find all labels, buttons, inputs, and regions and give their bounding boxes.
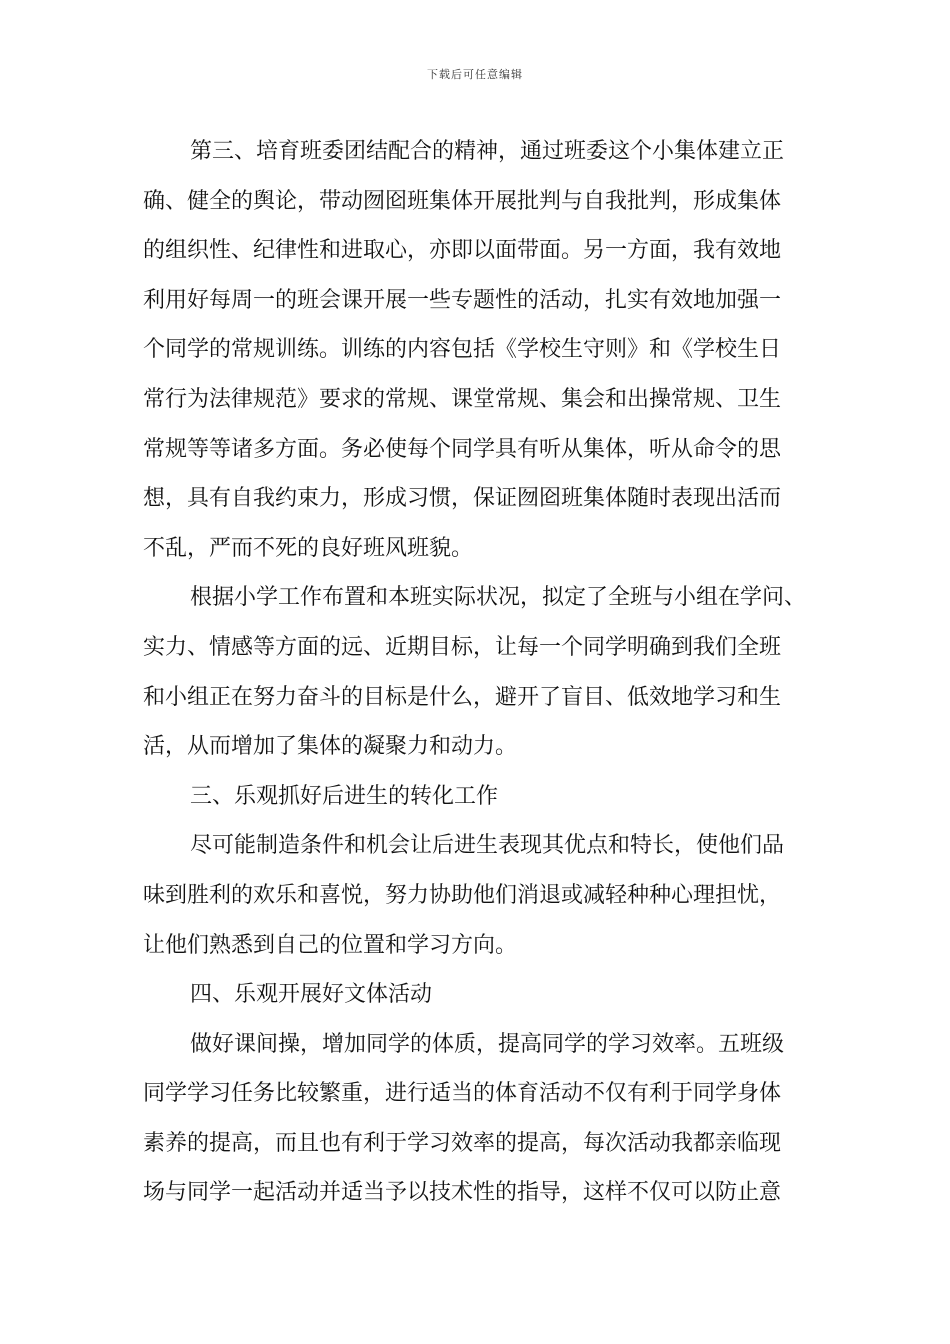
text-line: 利用好每周一的班会课开展一些专题性的活动，扎实有效地加强一	[143, 287, 782, 313]
text-line: 常规等等诸多方面。务必使每个同学具有听从集体，听从命令的思	[143, 436, 782, 462]
text-line: 和小组正在努力奋斗的目标是什么，避开了盲目、低效地学习和生	[143, 684, 782, 710]
text-line: 第三、培育班委团结配合的精神，通过班委这个小集体建立正	[190, 139, 785, 164]
text-line: 根据小学工作布置和本班实际状况，拟定了全班与小组在学问、	[190, 585, 807, 611]
text-line: 让他们熟悉到自己的位置和学习方向。	[143, 932, 518, 958]
text-line: 常行为法律规范》要求的常规、课堂常规、集会和出操常规、卫生	[143, 386, 782, 412]
section-heading: 四、乐观开展好文体活动	[190, 982, 433, 1008]
text-line: 的组织性、纪律性和进取心，亦即以面带面。另一方面，我有效地	[143, 238, 782, 264]
text-line: 同学学习任务比较繁重，进行适当的体育活动不仅有利于同学身体	[143, 1081, 782, 1107]
text-line: 不乱，严而不死的良好班风班貌。	[143, 535, 474, 561]
text-line: 想，具有自我约束力，形成习惯，保证囫囵班集体随时表现出活而	[143, 486, 782, 512]
page-header: 下载后可任意编辑	[427, 68, 523, 81]
text-line: 实力、情感等方面的远、近期目标，让每一个同学明确到我们全班	[143, 634, 782, 660]
section-heading: 三、乐观抓好后进生的转化工作	[190, 783, 499, 809]
text-line: 活，从而增加了集体的凝聚力和动力。	[143, 734, 518, 760]
text-line: 做好课间操，增加同学的体质，提高同学的学习效率。五班级	[190, 1031, 785, 1057]
text-line: 尽可能制造条件和机会让后进生表现其优点和特长，使他们品	[190, 833, 785, 859]
text-line: 素养的提高，而且也有利于学习效率的提高，每次活动我都亲临现	[143, 1130, 782, 1156]
text-line: 个同学的常规训练。训练的内容包括《学校生守则》和《学校生日	[143, 337, 782, 363]
document-body	[143, 127, 813, 1218]
text-line: 确、健全的舆论，带动囫囵班集体开展批判与自我批判，形成集体	[143, 188, 782, 214]
text-line: 味到胜利的欢乐和喜悦，努力协助他们消退或减轻种种心理担忧，	[143, 882, 782, 908]
text-line: 场与同学一起活动并适当予以技术性的指导，这样不仅可以防止意	[143, 1180, 782, 1206]
